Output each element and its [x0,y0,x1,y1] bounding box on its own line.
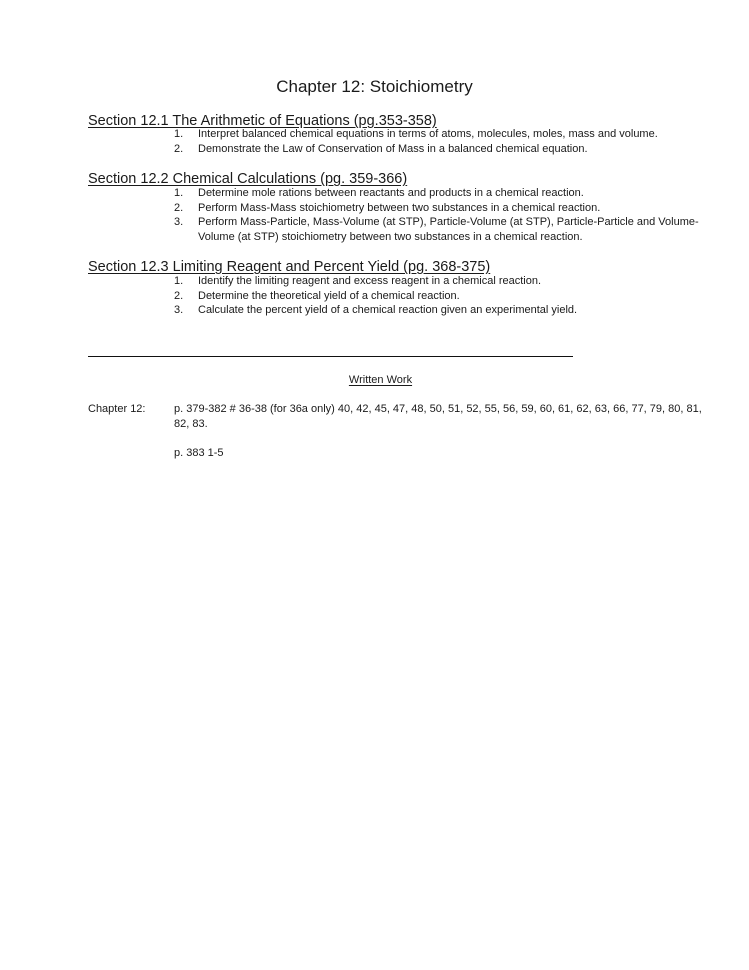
objective-text: Determine mole rations between reactants and products in a chemical reaction. [198,187,584,199]
objective-number: 1. [174,128,184,140]
objective-number: 3. [174,304,184,316]
objective-number: 2. [174,201,184,214]
objective-text: Demonstrate the Law of Conservation of Mass in a balanced chemical equation. [198,142,588,155]
objective-text: Interpret balanced chemical equations in terms of atoms, molecules, moles, mass and volume. [198,128,658,140]
objective-number: 2. [174,289,184,302]
page-title: Chapter 12: Stoichiometry [276,77,473,96]
objective-number: 1. [174,187,184,199]
objective-text: Calculate the percent yield of a chemical reaction given an experimental yield. [198,304,578,316]
section-heading-12-2: Section 12.2 Chemical Calculations (pg. 359-366) [88,171,408,187]
objective-number: 3. [174,216,184,228]
objective-item [174,215,734,244]
written-work-heading-text: Written Work [348,374,413,386]
section-heading-12-3: Section 12.3 Limiting Reagent and Percent Yield (pg. 368-375) [88,259,491,275]
horizontal-divider [88,356,573,357]
objective-item [174,186,734,201]
objective-text: Identify the limiting reagent and excess reagent in a chemical reaction. [198,275,542,287]
objective-item [174,289,734,304]
objectives-list-12-2 [174,186,734,244]
objective-number: 2. [174,142,184,155]
section-heading-12-1: Section 12.1 The Arithmetic of Equations (pg.353-358) [88,113,437,129]
objective-item [174,201,734,216]
objective-text: Perform Mass-Mass stoichiometry between two substances in a chemical reaction. [198,201,601,214]
objective-text: Perform Mass-Particle, Mass-Volume (at STP), Particle-Volume (at STP), Particle-Particle and Volume-Volume (at STP) stoichiometry between two substances in a chemical reaction. [198,216,699,243]
objective-item [174,274,734,289]
written-work-assignment-2: p. 383 1-5 [174,447,224,459]
written-work-heading [0,373,749,387]
objective-text: Determine the theoretical yield of a chemical reaction. [198,289,460,302]
objectives-list-12-3 [174,274,734,318]
written-work-chapter-label: Chapter 12: [88,403,146,415]
objective-item [174,303,734,318]
objective-item [174,142,734,157]
objectives-list-12-1 [174,127,734,156]
objective-number: 1. [174,275,184,287]
objective-item [174,127,734,142]
written-work-assignment-1: p. 379-382 # 36-38 (for 36a only) 40, 42, 45, 47, 48, 50, 51, 52, 55, 56, 59, 60, 61, 62, 63, 66, 77, 79, 80, 81, 82, 83. [174,403,702,430]
